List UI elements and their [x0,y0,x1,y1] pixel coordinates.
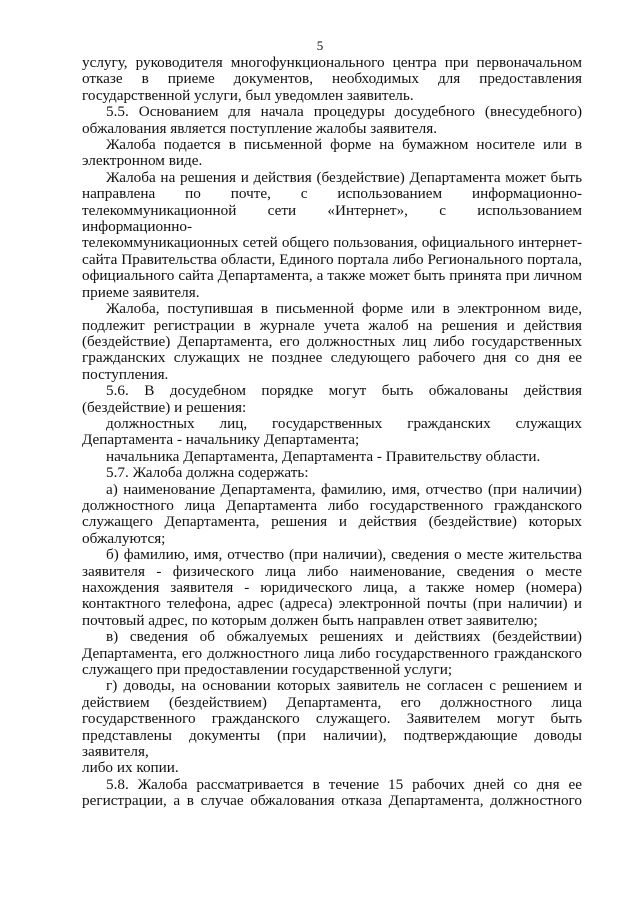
text-line: действием (бездействием) Департамента, его должностного лица [82,693,582,711]
text-line: (бездействие) Департамента, его должностных лиц либо государственных [82,332,582,350]
page-number: 5 [316,38,324,53]
text-line: 5.8. Жалоба рассматривается в течение 15 рабочих дней со дня ее [106,775,582,793]
text-line: заявителя - физического лица либо наименование, сведения о месте [82,562,582,580]
text-line: б) фамилию, имя, отчество (при наличии), сведения о месте жительства [106,546,582,564]
text-line: официального сайта Департамента, а также может быть принята при личном [82,267,582,285]
text-line: направлена по почте, с использованием информационно- [82,185,582,203]
text-line: гражданских служащих не позднее следующего рабочего дня со дня ее [82,349,582,367]
text-line: обжалования является поступление жалобы заявителя. [82,119,437,137]
text-line: контактного телефона, адрес (адреса) электронной почты (при наличии) и [82,595,582,613]
text-line: начальника Департамента, Департамента - Правительству области. [106,447,541,465]
text-line: подлежит регистрации в журнале учета жалоб на решения и действия [82,316,582,334]
text-line: Жалоба на решения и действия (бездействие) Департамента может быть [106,168,582,186]
text-line: служащего Департамента, решения и действия (бездействие) которых [82,513,582,531]
text-line: приеме заявителя. [82,283,200,301]
text-line: телекоммуникационных сетей общего пользования, официального интернет- [82,234,582,252]
text-line: государственной услуги, был уведомлен заявитель. [82,86,414,104]
text-line: регистрации, а в случае обжалования отказа Департамента, должностного [82,792,582,810]
text-line: поступления. [82,365,169,383]
text-line: услугу, руководителя многофункционального центра при первоначальном [82,54,582,71]
text-line: отказе в приеме документов, необходимых для предоставления [82,70,582,88]
text-line: (бездействие) и решения: [82,398,247,416]
text-line: нахождения заявителя - юридического лица, а также номер (номера) [82,579,582,596]
text-line: представлены документы (при наличии), подтверждающие доводы заявителя, [82,726,582,761]
text-line: обжалуются; [82,529,166,547]
text-line: Жалоба подается в письменной форме на бумажном носителе или в [106,136,582,154]
text-line: Департамента - начальнику Департамента; [82,431,360,449]
text-line: государственного гражданского служащего. Заявителем могут быть [82,710,582,728]
text-line: Департамента, его должностного лица либо государственного гражданского [82,644,582,662]
text-line: а) наименование Департамента, фамилию, имя, отчество (при наличии) [106,480,582,498]
text-line: 5.7. Жалоба должна содержать: [106,464,309,482]
text-line: 5.6. В досудебном порядке могут быть обжалованы действия [106,382,582,400]
text-line: сайта Правительства области, Единого портала либо Регионального портала, [82,250,582,268]
text-line: электронном виде. [82,152,203,170]
text-line: Жалоба, поступившая в письменной форме или в электронном виде, [106,300,582,318]
text-line: 5.5. Основанием для начала процедуры досудебного (внесудебного) [106,103,582,121]
text-line: должностного лица Департамента либо государственного гражданского [82,496,582,514]
text-line: служащего при предоставлении государственной услуги; [82,661,453,679]
text-line: должностных лиц, государственных гражданских служащих [106,414,582,432]
document-body [82,55,582,810]
text-line: г) доводы, на основании которых заявитель не согласен с решением и [106,677,582,695]
text-line: либо их копии. [82,759,179,777]
text-line: телекоммуникационной сети «Интернет», с использованием информационно- [82,201,582,236]
text-line: в) сведения об обжалуемых решениях и действиях (бездействии) [106,628,582,646]
text-line: почтовый адрес, по которым должен быть направлен ответ заявителю; [82,611,538,629]
